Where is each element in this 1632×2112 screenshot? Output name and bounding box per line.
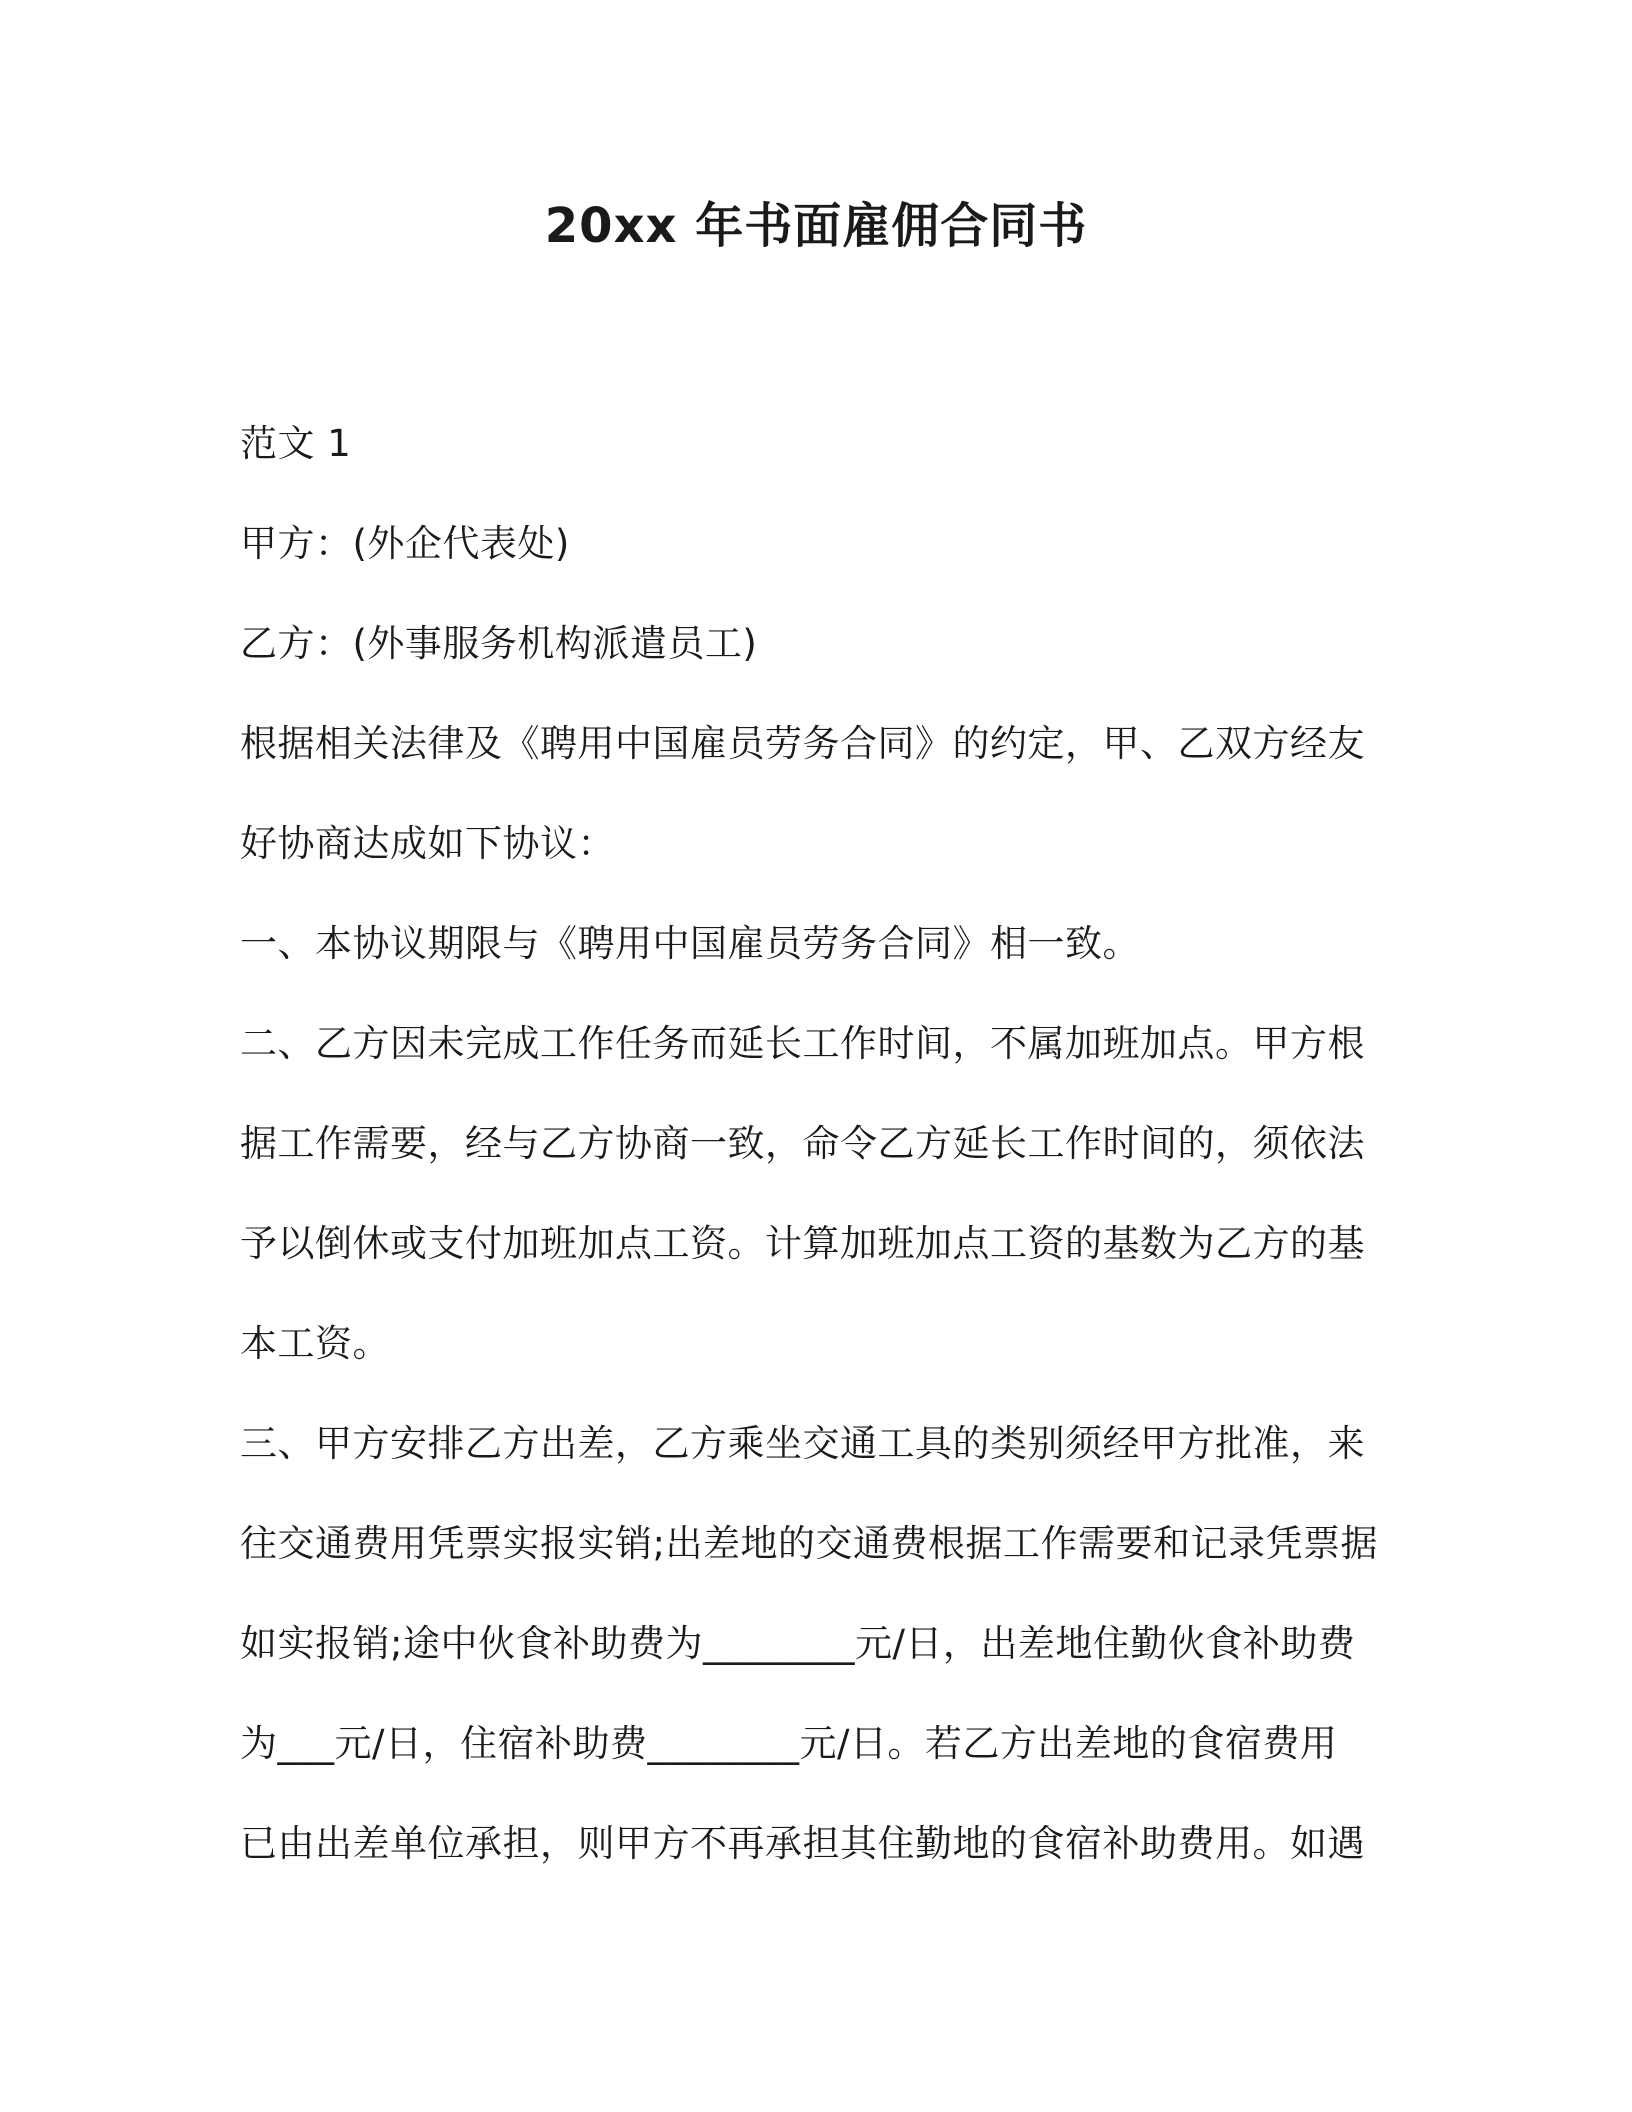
- body-line: 如实报销;途中伙食补助费为________元/日，出差地住勤伙食补助费: [240, 1622, 1356, 1665]
- party-b-line: 乙方：(外事服务机构派遣员工): [240, 622, 758, 665]
- body-line: 已由出差单位承担，则甲方不再承担其住勤地的食宿补助费用。如遇: [240, 1822, 1365, 1865]
- body-line: 据工作需要，经与乙方协商一致，命令乙方延长工作时间的，须依法: [240, 1122, 1365, 1165]
- body-line: 往交通费用凭票实报实销;出差地的交通费根据工作需要和记录凭票据: [240, 1522, 1378, 1565]
- body-line: 为___元/日，住宿补助费________元/日。若乙方出差地的食宿费用: [240, 1722, 1338, 1765]
- clause-1-line: 一、本协议期限与《聘用中国雇员劳务合同》相一致。: [240, 922, 1140, 965]
- document-title: 20xx 年书面雇佣合同书: [544, 198, 1088, 254]
- clause-2-line: 二、乙方因未完成工作任务而延长工作时间，不属加班加点。甲方根: [240, 1022, 1365, 1065]
- body-line: 予以倒休或支付加班加点工资。计算加班加点工资的基数为乙方的基: [240, 1222, 1365, 1265]
- party-a-line: 甲方：(外企代表处): [240, 522, 570, 565]
- body-line: 本工资。: [240, 1322, 390, 1365]
- clause-3-line: 三、甲方安排乙方出差，乙方乘坐交通工具的类别须经甲方批准，来: [240, 1422, 1365, 1465]
- body-line: 根据相关法律及《聘用中国雇员劳务合同》的约定，甲、乙双方经友: [240, 722, 1365, 765]
- section-label: 范文 1: [240, 422, 352, 465]
- body-line: 好协商达成如下协议：: [240, 822, 615, 865]
